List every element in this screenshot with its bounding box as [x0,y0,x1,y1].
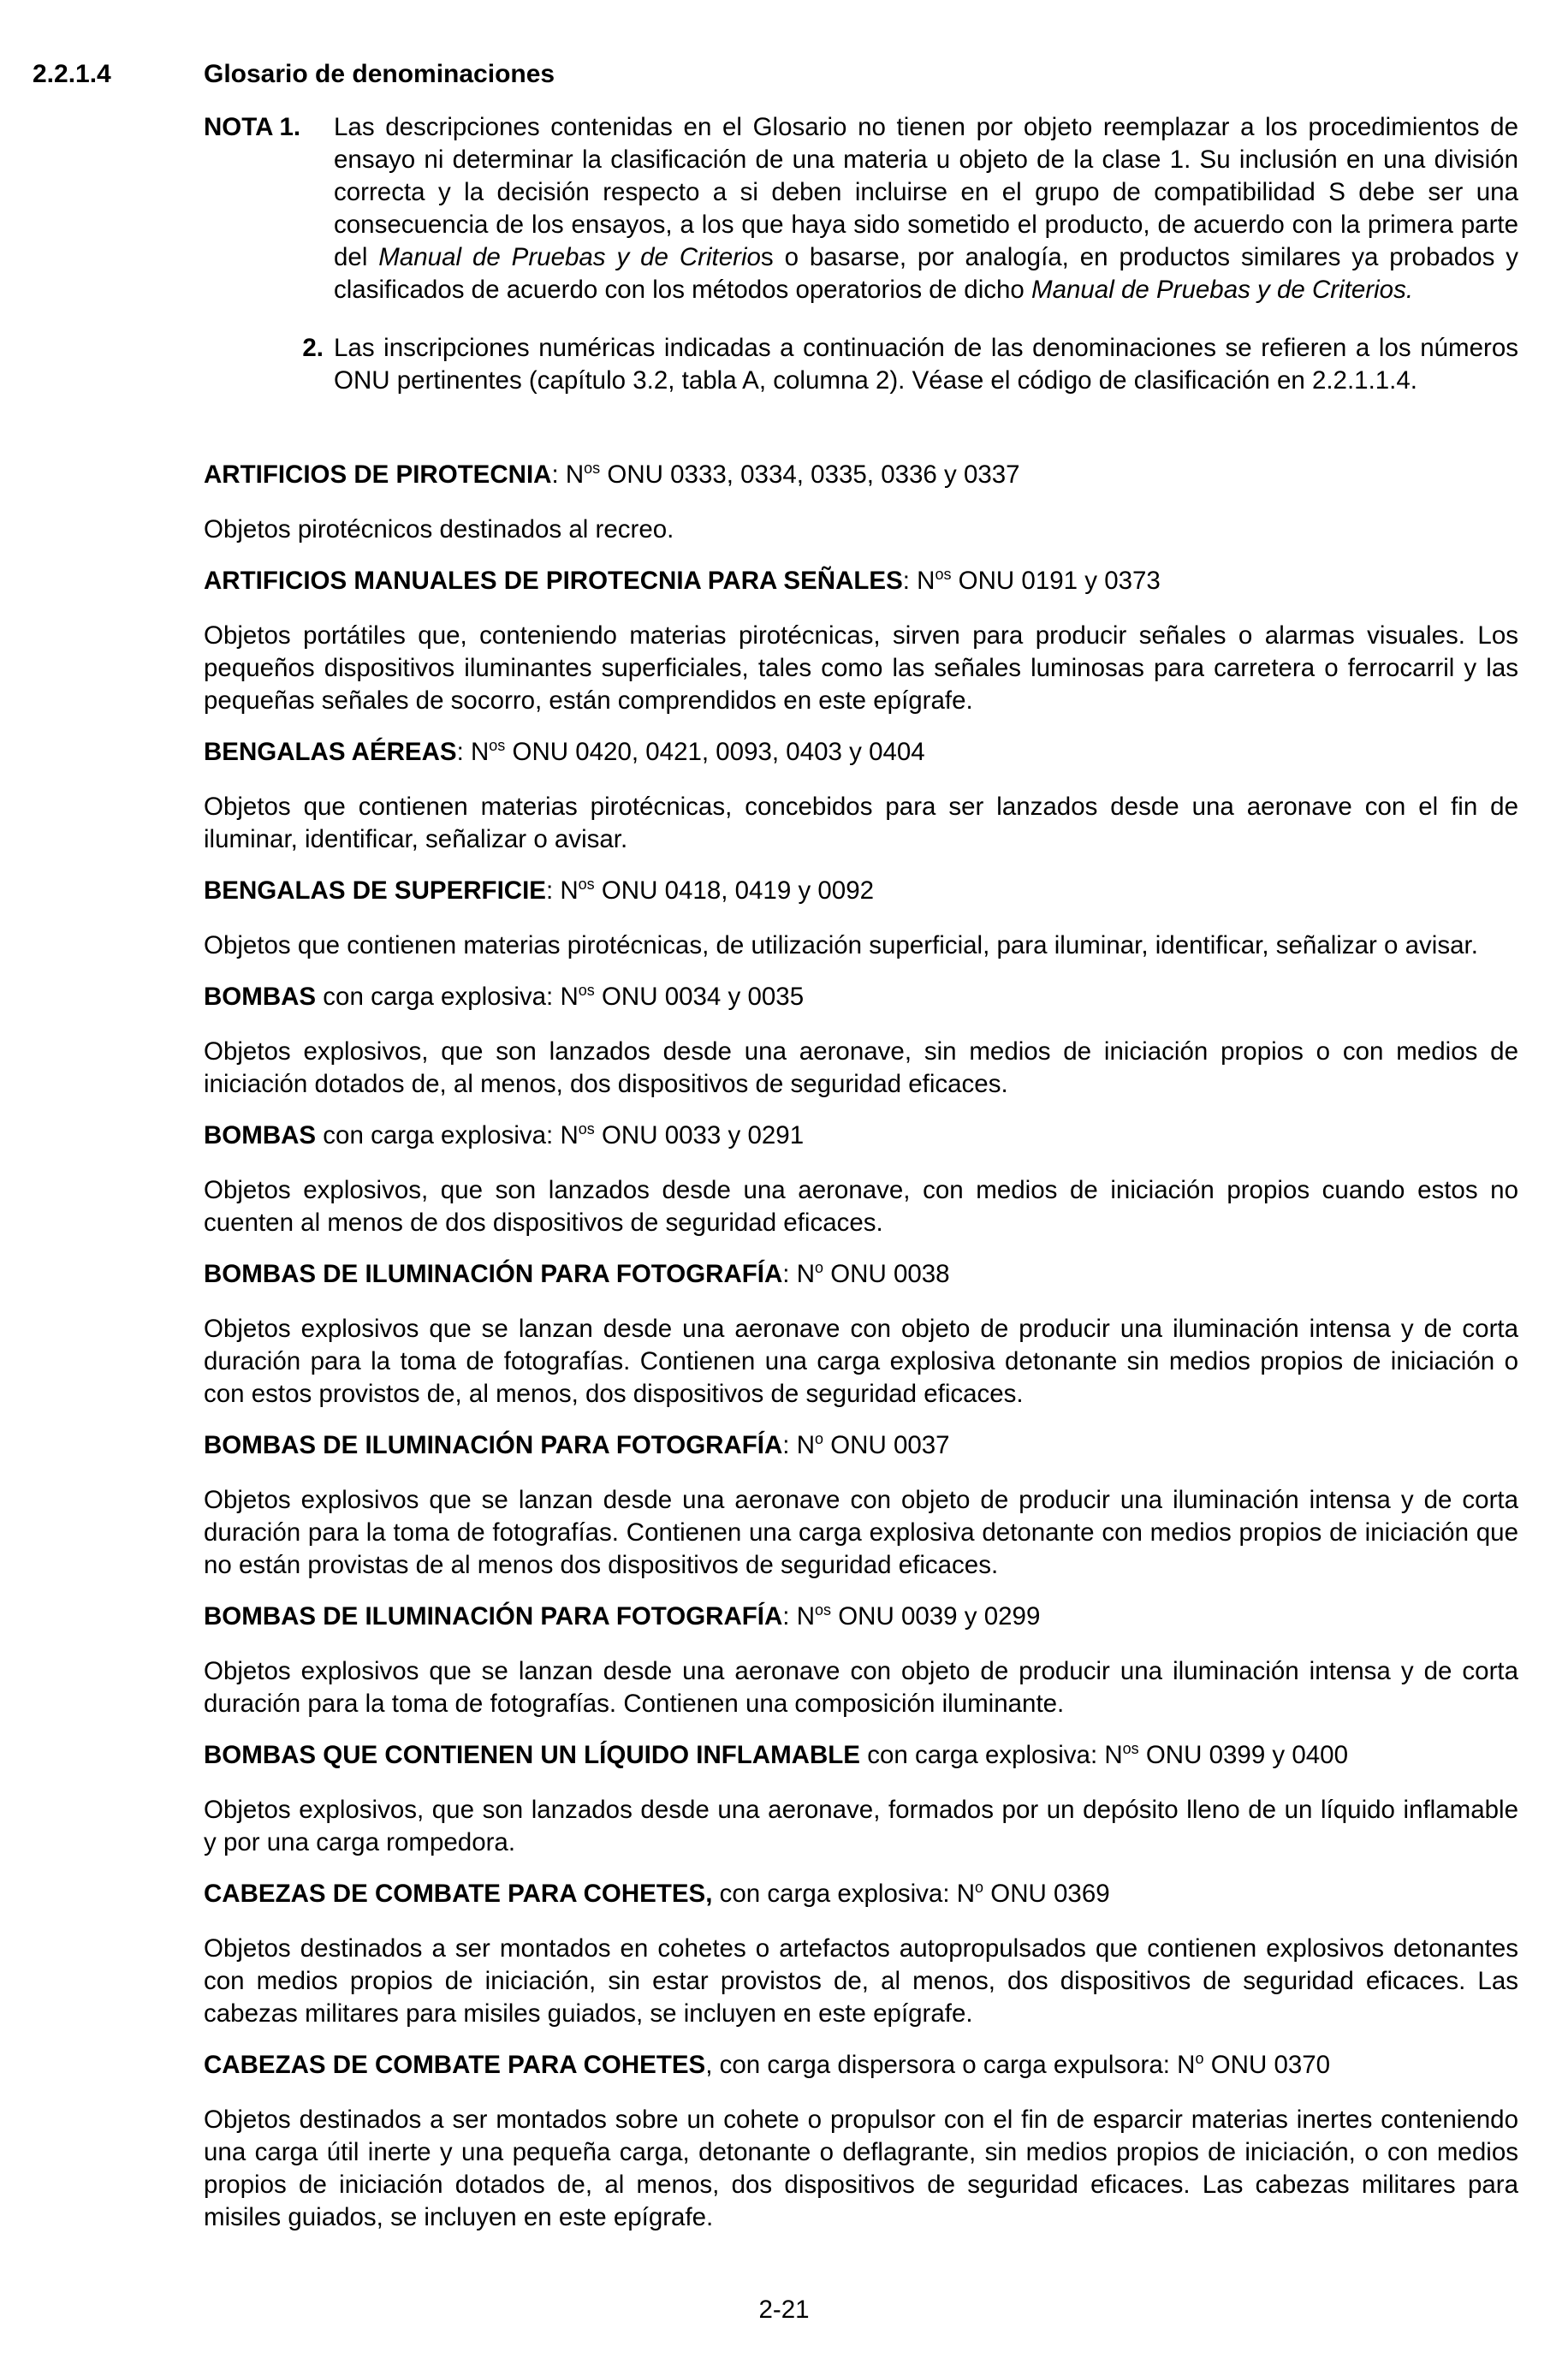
entry-un-numbers: ONU 0039 y 0299 [831,1602,1041,1631]
glossary-entry [204,1429,1518,1582]
entry-un-numbers: ONU 0333, 0334, 0335, 0336 y 0337 [600,460,1020,489]
entry-un-numbers: ONU 0037 [823,1431,950,1459]
entry-description: Objetos explosivos que se lanzan desde una aeronave con objeto de producir una iluminación intensa y de corta duración para la toma de fotografías. Contienen una carga explosiva detonante sin medios propios de iniciación o con estos provistos de, al menos, dos dispositivos de seguridad eficaces. [204,1315,1518,1408]
entry-description: Objetos que contienen materias pirotécnicas, de utilización superficial, para iluminar, identificar, señalizar o avisar. [204,931,1478,959]
entry-qualifier: con carga explosiva [316,983,547,1011]
entry-description: Objetos destinados a ser montados en cohetes o artefactos autopropulsados que contienen explosivos detonantes con medios propios de iniciación, sin estar provistos de, al menos, dos dispositivos de seguridad eficaces. Las cabezas militares para misiles guiados, se incluyen en este epígrafe. [204,1934,1518,2028]
entry-un-numbers: ONU 0370 [1203,2051,1331,2079]
entry-number-prefix: : N [1162,2051,1196,2079]
entry-name: BENGALAS DE SUPERFICIE [204,876,546,905]
note-text-part: Las inscripciones numéricas indicadas a continuación de las denominaciones se refieren a los números ONU pertinentes (capítulo 3.2, tabla A, columna 2). Véase el código de clasificación en 2.2.1.1.4. [334,334,1518,395]
entry-title [204,736,1518,769]
notes-block [204,111,1518,423]
entry-un-numbers: ONU 0418, 0419 y 0092 [594,876,875,905]
entry-title [204,565,1518,597]
entry-name: BOMBAS [204,1121,317,1149]
entry-number-superscript: os [584,460,601,477]
glossary-entry [204,565,1518,717]
entry-number-prefix: : N [545,876,579,905]
entry-number-superscript: os [815,1601,832,1619]
entry-number-superscript: o [975,1879,984,1896]
entry-un-numbers: ONU 0033 y 0291 [594,1121,805,1149]
entry-description: Objetos explosivos que se lanzan desde una aeronave con objeto de producir una iluminación intensa y de corta duración para la toma de fotografías. Contienen una composición iluminante. [204,1657,1518,1718]
glossary-entry [204,1120,1518,1239]
entry-number-prefix: : N [546,983,579,1011]
entry-description: Objetos que contienen materias pirotécnicas, concebidos para ser lanzados desde una aeronave con el fin de iluminar, identificar, señalizar o avisar. [204,793,1518,853]
note-text-italic: Manual de Pruebas y de Criterios. [1031,276,1414,304]
glossary-entry [204,1601,1518,1720]
entry-title [204,1739,1518,1772]
entry-qualifier: con carga explosiva [316,1121,547,1149]
entry-number-superscript: os [935,566,952,583]
entry-name: BOMBAS QUE CONTIENEN UN LÍQUIDO INFLAMABLE [204,1741,860,1769]
entry-number-superscript: os [578,1120,595,1138]
entry-name: CABEZAS DE COMBATE PARA COHETES, [204,1880,713,1908]
entry-description: Objetos explosivos, que son lanzados desde una aeronave, sin medios de iniciación propios o con medios de iniciación dotados de, al menos, dos dispositivos de seguridad eficaces. [204,1037,1518,1098]
entry-qualifier: , con carga dispersora o carga expulsora [705,2051,1163,2079]
entry-title [204,875,1518,907]
entry-description: Objetos destinados a ser montados sobre un cohete o propulsor con el fin de esparcir materias inertes conteniendo una carga útil inerte y una pequeña carga, detonante o deflagrante, sin medios propios de iniciación, o con medios propios de iniciación dotados de, al menos, dos dispositivos de seguridad eficaces. Las cabezas militares para misiles guiados, se incluyen en este epígrafe. [204,2106,1518,2231]
entry-number-prefix: : N [782,1260,815,1288]
entry-number-superscript: o [815,1259,824,1276]
entry-qualifier: con carga explosiva [860,1741,1090,1769]
entry-number-prefix: : N [902,567,935,595]
glossary-entry [204,736,1518,856]
entry-name: ARTIFICIOS MANUALES DE PIROTECNIA PARA SEÑALES [204,567,903,595]
note-text [334,111,1518,306]
note-1 [204,111,1518,306]
entry-un-numbers: ONU 0420, 0421, 0093, 0403 y 0404 [505,738,925,766]
entry-title [204,2049,1518,2082]
glossary-entry [204,1258,1518,1411]
entry-un-numbers: ONU 0369 [983,1880,1110,1908]
entry-number-prefix: : N [1090,1741,1123,1769]
entry-name: CABEZAS DE COMBATE PARA COHETES [204,2051,706,2079]
entry-qualifier: con carga explosiva [712,1880,943,1908]
note-2 [204,332,1518,397]
entry-name: BOMBAS DE ILUMINACIÓN PARA FOTOGRAFÍA [204,1260,783,1288]
entry-title [204,1429,1518,1462]
entry-name: ARTIFICIOS DE PIROTECNIA [204,460,552,489]
entry-description: Objetos portátiles que, conteniendo materias pirotécnicas, sirven para producir señales o alarmas visuales. Los pequeños dispositivos iluminantes superficiales, tales como las señales luminosas para carretera o ferrocarril y las pequeñas señales de socorro, están comprendidos en este epígrafe. [204,621,1518,715]
entry-title [204,981,1518,1013]
entry-name: BOMBAS DE ILUMINACIÓN PARA FOTOGRAFÍA [204,1602,783,1631]
entry-number-prefix: : N [782,1602,815,1631]
entry-un-numbers: ONU 0034 y 0035 [594,983,805,1011]
entry-number-prefix: : N [546,1121,579,1149]
entry-number-prefix: : N [456,738,490,766]
entry-title [204,1878,1518,1910]
page-number: 2-21 [758,2296,810,2324]
note-text-italic: Manual de Pruebas y de Criterio [378,243,761,271]
section-heading [33,58,555,91]
glossary-entry [204,1878,1518,2030]
entry-number-prefix: : N [782,1431,815,1459]
glossary-entry [204,2049,1518,2234]
note-text [334,332,1518,397]
entry-title [204,1120,1518,1152]
section-number: 2.2.1.4 [33,60,111,88]
entry-un-numbers: ONU 0399 y 0400 [1138,1741,1348,1769]
entry-number-superscript: o [815,1430,824,1447]
entry-number-superscript: os [578,876,595,893]
entry-number-superscript: os [578,982,595,999]
note-text-part: Las descripciones contenidas en el Glosario no tienen por objeto reemplazar a los procedimientos de ensayo ni determinar la clasificación de una materia u objeto de la clase 1. Su inclusión en una división correcta y la decisión respecto a si deben incluirse en el grupo de compatibilidad S debe ser una consecuencia de los ensayos, a los que haya sido sometido el producto, de acuerdo con la primera parte del [334,113,1518,271]
note-label: 2. [302,334,324,362]
entry-number-superscript: o [1195,2050,1204,2067]
entry-number-superscript: os [1122,1740,1139,1757]
entry-description: Objetos explosivos que se lanzan desde una aeronave con objeto de producir una iluminación intensa y de corta duración para la toma de fotografías. Contienen una carga explosiva detonante con medios propios de iniciación que no están provistas de al menos dos dispositivos de seguridad eficaces. [204,1486,1518,1579]
entry-number-superscript: os [489,737,506,754]
glossary-entry [204,1739,1518,1859]
glossary-entries [204,459,1518,2253]
entry-title [204,459,1518,491]
entry-un-numbers: ONU 0038 [823,1260,950,1288]
section-title: Glosario de denominaciones [204,60,555,88]
entry-description: Objetos pirotécnicos destinados al recreo. [204,515,674,544]
entry-title [204,1258,1518,1291]
entry-number-prefix: : N [942,1880,976,1908]
entry-name: BENGALAS AÉREAS [204,738,457,766]
glossary-entry [204,875,1518,962]
entry-name: BOMBAS [204,983,317,1011]
note-label: NOTA 1. [204,113,301,141]
entry-un-numbers: ONU 0191 y 0373 [951,567,1161,595]
glossary-entry [204,459,1518,546]
glossary-entry [204,981,1518,1101]
entry-title [204,1601,1518,1633]
entry-number-prefix: : N [551,460,585,489]
note-text-part: s o basarse, por analogía, en productos similares ya probados y clasificados de acuerdo con los métodos operatorios de dicho [334,243,1518,304]
entry-description: Objetos explosivos, que son lanzados desde una aeronave, formados por un depósito lleno de un líquido inflamable y por una carga rompedora. [204,1796,1518,1856]
entry-name: BOMBAS DE ILUMINACIÓN PARA FOTOGRAFÍA [204,1431,783,1459]
entry-description: Objetos explosivos, que son lanzados desde una aeronave, con medios de iniciación propios cuando estos no cuenten al menos de dos dispositivos de seguridad eficaces. [204,1176,1518,1237]
